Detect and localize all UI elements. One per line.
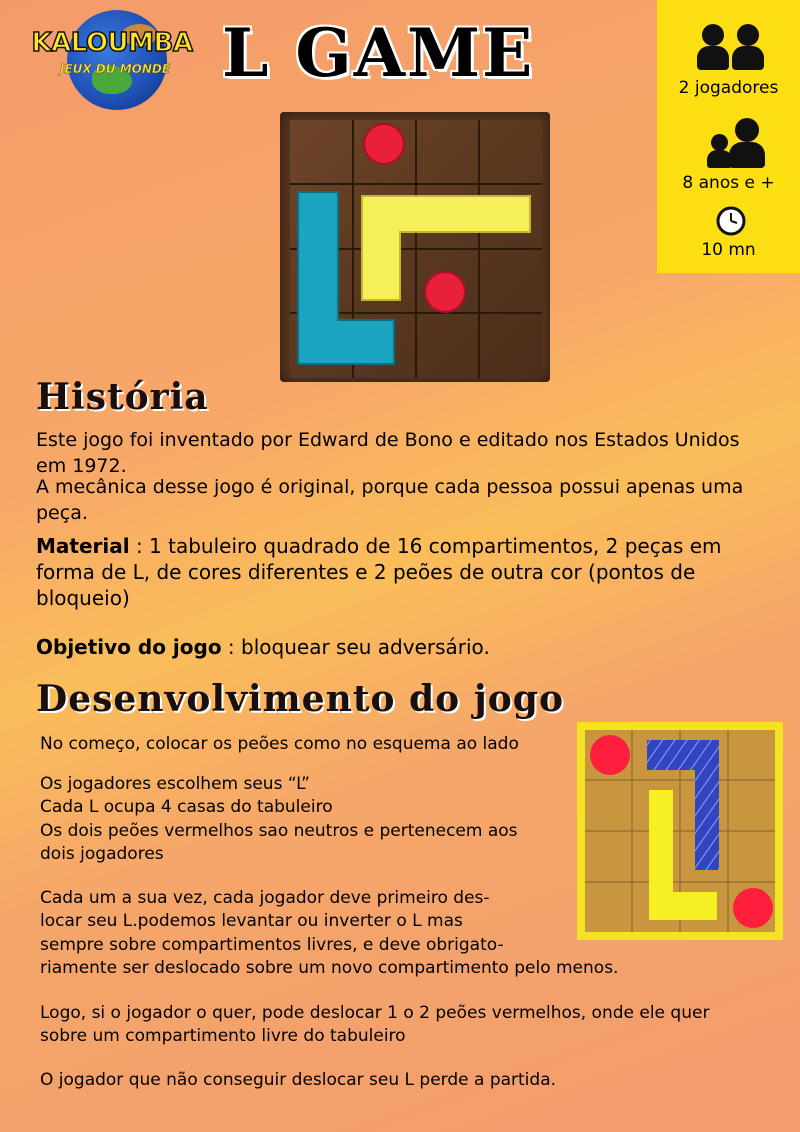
dev-paragraph-5: O jogador que não conseguir deslocar seu L perde a partida. <box>40 1070 557 1090</box>
starting-position-diagram <box>577 722 783 940</box>
dev-line-1: No começo, colocar os peões como no esquema ao lado <box>40 734 519 754</box>
dev-line-2c: Os dois peões vermelhos sao neutros e pertenecem aos <box>40 821 518 841</box>
material-text: : 1 tabuleiro quadrado de 16 compartimentos, 2 peças em forma de L, de cores diferentes e 2 peões de outra cor (pontos de bloqueio) <box>36 534 722 610</box>
logo-brand: KALOUMBA <box>31 28 193 58</box>
duration: 10 mn <box>701 240 756 260</box>
dev-line-2a: Os jogadores escolhem seus “L” <box>40 774 310 794</box>
logo-tagline: JEUX DU MONDE <box>59 62 171 76</box>
development-heading: Desenvolvimento do jogo <box>36 678 564 720</box>
history-heading: História <box>36 376 209 418</box>
objective-text: : bloquear seu adversário. <box>221 635 490 659</box>
material-paragraph <box>36 533 766 611</box>
dev-line-3a: Cada um a sua vez, cada jogador deve primeiro des- <box>40 888 490 908</box>
clock-icon <box>715 205 747 237</box>
dev-line-2d: dois jogadores <box>40 844 164 864</box>
game-board-photo <box>280 112 550 382</box>
red-pawn <box>425 272 465 312</box>
diagram-board <box>577 722 783 940</box>
diagram-red-pawn <box>590 735 630 775</box>
dev-line-3d: riamente ser deslocado sobre um novo compartimento pelo menos. <box>40 958 619 978</box>
dev-line-2b: Cada L ocupa 4 casas do tabuleiro <box>40 797 333 817</box>
red-pawn <box>364 124 404 164</box>
dev-line-3b: locar seu L.podemos levantar ou inverter o L mas <box>40 911 463 931</box>
history-paragraph-1: Este jogo foi inventado por Edward de Bono e editado nos Estados Unidos em 1972. <box>36 429 740 477</box>
age-range: 8 anos e + <box>682 173 775 193</box>
history-paragraph-2: A mecânica desse jogo é original, porque cada pessoa possui apenas uma peça. <box>36 476 744 524</box>
dev-paragraph-4: Logo, si o jogador o quer, pode deslocar 1 o 2 peões vermelhos, onde ele quer sobre um compartimento livre do tabuleiro <box>40 1003 710 1046</box>
globe-graphic <box>67 10 167 110</box>
material-label: Material <box>36 534 130 558</box>
page-title: L GAME <box>222 14 535 92</box>
objective-paragraph <box>36 634 766 660</box>
dev-line-3c: sempre sobre compartimentos livres, e deve obrigato- <box>40 935 504 955</box>
logo <box>22 6 202 116</box>
board-grid <box>290 120 542 378</box>
diagram-red-pawn <box>733 888 773 928</box>
objective-label: Objetivo do jogo <box>36 635 222 659</box>
players-count: 2 jogadores <box>678 78 779 98</box>
